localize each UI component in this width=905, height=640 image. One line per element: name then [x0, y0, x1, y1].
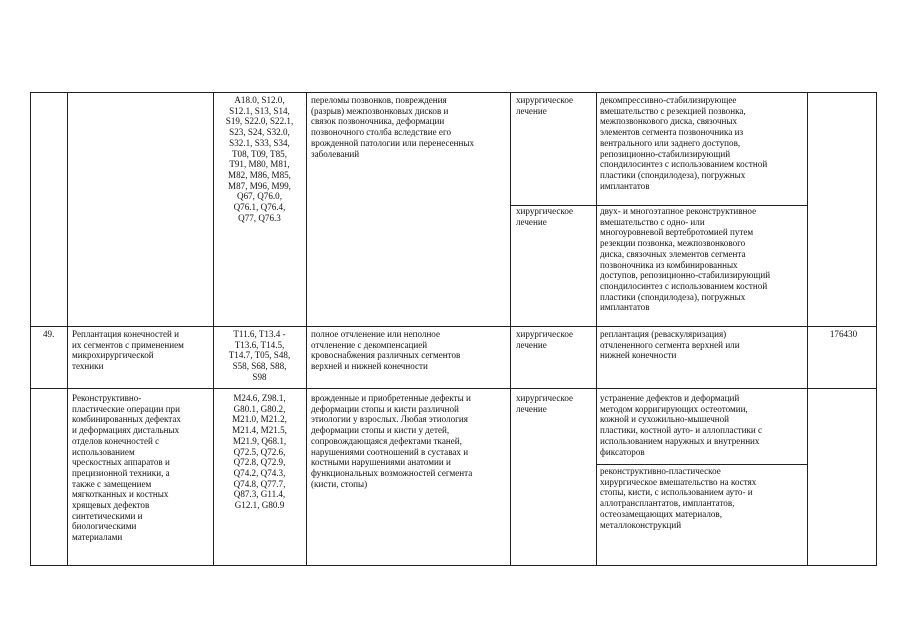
table-rule-vertical [213, 92, 214, 566]
table-rule-vertical [67, 92, 68, 566]
table-rule-vertical [30, 92, 31, 566]
row-a-treatment-type-2: хирургическое лечение [516, 206, 574, 227]
row-b-patient-model: врожденные и приобретенные дефекты и деформации стопы и кисти различной этиологии у взрослых. Любая этиология деформации стопы и кисти у детей, сопровождающаяся дефектами тканей, нарушениями соотношений в суставах и костными нарушениями анатомии и функциональных возможностей сегмента (кисти, стопы) [311, 393, 473, 489]
table-rule-horizontal [30, 565, 877, 566]
row-49-codes: T11.6, T13.4 - T13.6, T14.5, T14.7, T05, S48, S58, S68, S88, S98 [228, 329, 291, 382]
row-a-patient-model: переломы позвонков, повреждения (разрыв) межпозвонковых дисков и связок позвоночника, деформации позвоночного столба вследствие его врожденной патологии или перенесенных заболеваний [311, 95, 475, 159]
table-rule-horizontal [30, 388, 877, 389]
table-rule-horizontal [596, 464, 808, 465]
row-a-method-2: двух- и многоэтапное реконструктивное вмешательство с одно- или многоуровневой вертебротомией путем резекции позвонка, межпозвонкового диска, связочных элементов сегмента позвоночника из комбинированных доступов, репозиционно-стабилизирующий спондилосинтез с использованием костной пластики (спондилодеза), погружных имплантатов [600, 206, 771, 313]
table-rule-vertical [596, 92, 597, 566]
row-49-method: реплантация (реваскуляризация) отчлененного сегмента верхней или нижней конечности [600, 329, 740, 361]
row-a-codes: A18.0, S12.0, S12.1, S13, S14, S19, S22.0, S22.1, S23, S24, S32.0, S32.1, S33, S34, T08, T09, T85, T91, M80, M81, M82, M86, M85, M87, M96, M99, Q67, Q76.0, Q76.1, Q76.4, Q77, Q76.3 [225, 95, 294, 223]
table-rule-vertical [807, 92, 808, 566]
row-49-number: 49. [43, 329, 55, 339]
row-49-name: Реплантация конечностей и их сегментов с применением микрохирургической техники [72, 329, 184, 372]
table-rule-horizontal [30, 326, 877, 327]
row-b-name: Реконструктивно- пластические операции при комбинированных дефектах и деформациях дистальных отделов конечностей с использованием чрескостных аппаратов и прецизионной техники, а также с замещением мягкотканных и костных хрящевых дефектов синтетическими и биологическими материалами [72, 393, 181, 543]
row-b-treatment-type: хирургическое лечение [516, 393, 574, 414]
row-b-method-1: устранение дефектов и деформаций методом корригирующих остеотомии, кожной и сухожильно-мышечной пластики, костной ауто- и аллопластики с использованием наружных и внутренних фиксаторов [600, 393, 763, 457]
row-b-method-2: реконструктивно-пластическое хирургическое вмешательство на костях стопы, кисти, с использованием ауто- и аллотрансплантатов, имплантатов, остеозамещающих материалов, металлоконструкций [600, 466, 757, 530]
table-rule-vertical [510, 92, 511, 566]
row-49-treatment-type: хирургическое лечение [516, 329, 574, 350]
row-b-codes: M24.6, Z98.1, G80.1, G80.2, M21.0, M21.2, M21.4, M21.5, M21.9, Q68.1, Q72.5, Q72.6, Q72.8, Q72.9, Q74.2, Q74.3, Q74.8, Q77.7, Q87.3, G11.4, G12.1, G80.9 [232, 393, 287, 511]
row-a-treatment-type-1: хирургическое лечение [516, 95, 574, 116]
table-rule-vertical [306, 92, 307, 566]
row-a-method-1: декомпрессивно-стабилизирующее вмешательство с резекцией позвонка, межпозвонкового диска, связочных элементов сегмента позвоночника из вентрального или заднего доступов, репозиционно-стабилизирующий спондилосинтез с использованием костной пластики (спондилодеза), погружных имплантатов [600, 95, 768, 191]
row-49-cost: 176430 [829, 329, 858, 339]
row-49-patient-model: полное отчленение или неполное отчленение с декомпенсацией кровоснабжения различных сегментов верхней и нижней конечности [311, 329, 461, 372]
table-rule-horizontal [30, 92, 877, 93]
